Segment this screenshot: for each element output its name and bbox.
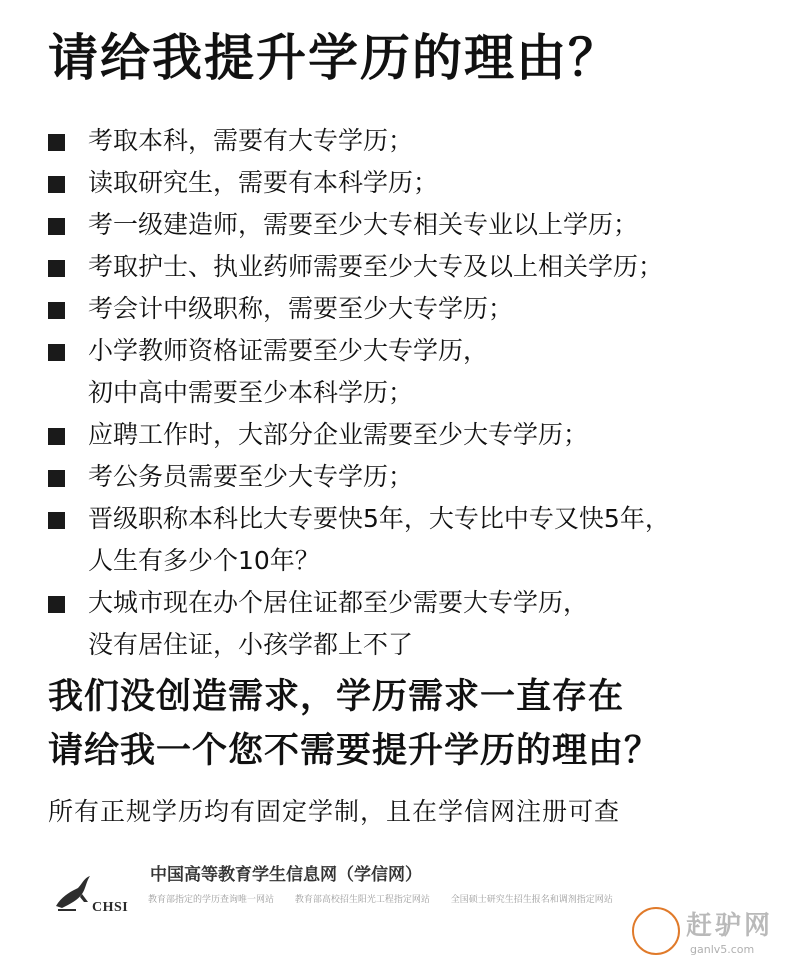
footer-sublink: 教育部指定的学历查询唯一网站 [148,895,275,905]
reason-item [44,330,784,414]
square-bullet-icon [48,512,65,529]
reason-text: 考取护士、执业药师需要至少大专及以上相关学历； [88,252,664,281]
chsi-logo [52,866,142,922]
square-bullet-icon [48,428,65,445]
reason-text: 应聘工作时，大部分企业需要至少大专学历； [88,420,589,449]
square-bullet-icon [48,260,65,277]
reason-text: 小学教师资格证需要至少大专学历， [88,336,489,365]
footer-sublink: 教育部高校招生阳光工程指定网站 [294,895,430,905]
watermark-text: 赶驴网 [686,911,774,941]
reason-text: 考公务员需要至少大专学历； [88,462,414,491]
square-bullet-icon [48,176,65,193]
reason-text: 读取研究生，需要有本科学历； [88,168,439,197]
square-bullet-icon [48,302,65,319]
reason-text: 考取本科，需要有大专学历； [88,126,414,155]
reason-item [44,582,784,666]
reason-item [44,288,784,330]
reason-text: 没有居住证，小孩学都上不了 [88,630,414,659]
registration-note: 所有正规学历均有固定学制，且在学信网注册可查 [48,797,621,826]
square-bullet-icon [48,344,65,361]
reason-text: 大城市现在办个居住证都至少需要大专学历， [88,588,589,617]
page-title: 请给我提升学历的理由？ [48,29,620,87]
org-name: 中国高等教育学生信息网（学信网） [150,865,422,885]
square-bullet-icon [48,218,65,235]
bird-logo-icon [52,866,96,916]
square-bullet-icon [48,470,65,487]
reason-text: 晋级职称本科比大专要快5年，大专比中专又快5年， [88,504,670,533]
reason-item [44,246,784,288]
reason-item [44,498,784,582]
footer-sublink: 全国硕士研究生招生报名和调剂指定网站 [450,895,613,905]
square-bullet-icon [48,596,65,613]
donkey-logo-icon [632,907,680,955]
square-bullet-icon [48,134,65,151]
reason-text: 人生有多少个10年？ [88,546,320,575]
reason-text: 考一级建造师，需要至少大专相关专业以上学历； [88,210,639,239]
slogan-line-1: 我们没创造需求，学历需求一直存在 [48,677,625,717]
reason-item [44,162,784,204]
reason-text: 考会计中级职称，需要至少大专学历； [88,294,514,323]
reason-text: 初中高中需要至少本科学历； [88,378,414,407]
reason-item [44,204,784,246]
reason-item [44,120,784,162]
watermark-url: ganlv5.com [690,943,755,956]
reason-item [44,414,784,456]
logo-text: CHSI [92,900,129,915]
reason-item [44,456,784,498]
reason-list [44,120,784,666]
slogan-line-2: 请给我一个您不需要提升学历的理由？ [48,731,661,771]
watermark [632,903,792,963]
